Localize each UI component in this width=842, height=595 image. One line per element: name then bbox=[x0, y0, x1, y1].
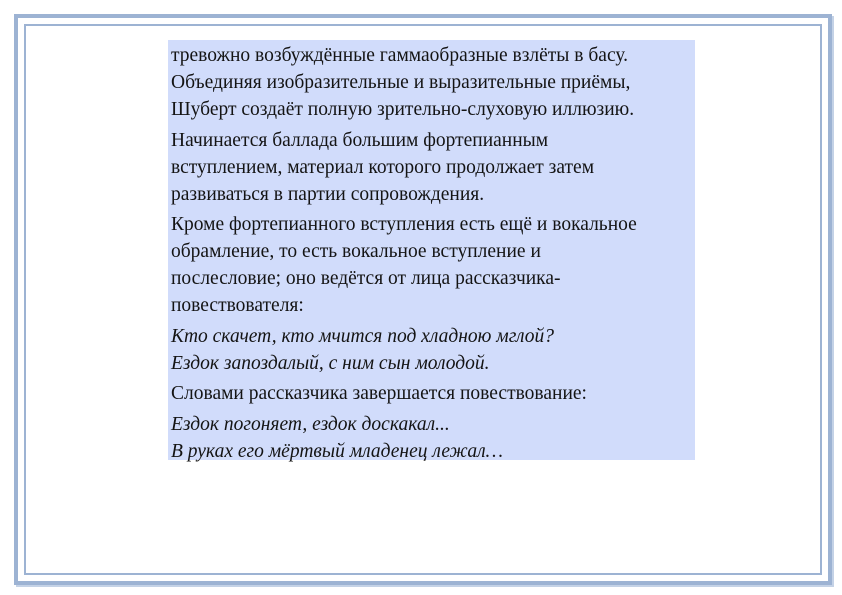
text-line: послесловие; оно ведётся от лица рассказчика- bbox=[171, 268, 561, 289]
text-line: Словами рассказчика завершается повествование: bbox=[171, 383, 587, 404]
quote-line: Ездок погоняет, ездок доскакал... bbox=[171, 413, 450, 435]
text-line: обрамление, то есть вокальное вступление и bbox=[171, 241, 541, 262]
quote-line: Кто скачет, кто мчится под хладною мглой? bbox=[171, 325, 555, 347]
text-line: Объединяя изобразительные и выразительные приёмы, bbox=[171, 72, 631, 93]
text-line: повествователя: bbox=[171, 295, 304, 316]
text-line: Начинается баллада большим фортепианным bbox=[171, 129, 549, 151]
paragraph-ballad-intro bbox=[171, 127, 695, 208]
text-line: Кроме фортепианного вступления есть ещё и вокальное bbox=[171, 214, 637, 235]
quote-opening-verse bbox=[171, 323, 695, 377]
text-line: вступлением, материал которого продолжает затем bbox=[171, 156, 595, 178]
paragraph-scales-in-bass bbox=[171, 42, 695, 123]
paragraph-narrator-ending bbox=[171, 380, 695, 407]
text-line: тревожно возбуждённые гаммаобразные взлёты в басу. bbox=[171, 45, 629, 66]
quote-closing-verse bbox=[171, 411, 695, 465]
slide-text-box bbox=[168, 40, 695, 460]
text-line: развиваться в партии сопровождения. bbox=[171, 183, 485, 205]
text-line: Шуберт создаёт полную зрительно-слуховую иллюзию. bbox=[171, 99, 635, 120]
paragraph-vocal-frame bbox=[171, 211, 695, 319]
quote-line: В руках его мёртвый младенец лежал… bbox=[171, 440, 503, 462]
quote-line: Ездок запоздалый, с ним сын молодой. bbox=[171, 352, 490, 374]
